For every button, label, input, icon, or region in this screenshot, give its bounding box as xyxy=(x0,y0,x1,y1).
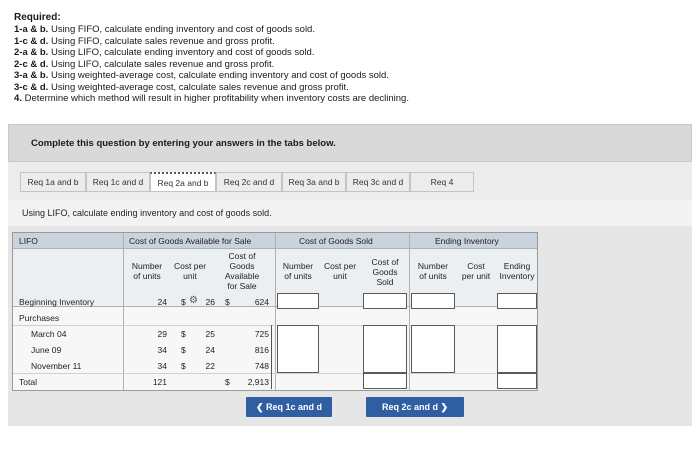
settings-gear-icon: ⚙ xyxy=(189,295,198,306)
col-sold-cost-per-unit: Cost per unit xyxy=(323,261,357,281)
requirement-line: 3-c & d. Using weighted-average cost, calculate sales revenue and gross profit. xyxy=(14,81,349,93)
tab-req-3c-d[interactable]: Req 3c and d xyxy=(346,172,410,192)
november-units: 34 xyxy=(157,361,167,371)
group-available-header: Cost of Goods Available for Sale xyxy=(129,236,252,246)
june-total: 816 xyxy=(254,345,269,355)
tab-req-2c-d[interactable]: Req 2c and d xyxy=(216,172,282,192)
row-label-purchases: Purchases xyxy=(19,313,60,323)
instruction-text: Complete this question by entering your answers in the tabs below. xyxy=(31,138,336,149)
instruction-bar xyxy=(8,124,692,162)
row-label-november: November 11 xyxy=(31,361,82,371)
cogs-total-input[interactable] xyxy=(363,373,407,389)
requirement-line: 3-a & b. Using weighted-average cost, calculate ending inventory and cost of goods sold. xyxy=(14,70,389,81)
ending-inventory-total-input[interactable] xyxy=(497,373,537,389)
ending-inventory-input[interactable] xyxy=(497,293,537,309)
col-end-number-of-units: Number of units xyxy=(417,261,449,281)
end-units-input[interactable] xyxy=(411,325,455,373)
prev-req-button[interactable]: ❮ Req 1c and d xyxy=(246,397,332,417)
june-units: 34 xyxy=(157,345,167,355)
march-dollar: $ xyxy=(181,329,186,339)
row-label-total: Total xyxy=(19,377,37,387)
col-ending-inventory: Ending Inventory xyxy=(499,261,535,281)
section-band xyxy=(8,200,692,226)
next-req-button[interactable]: Req 2c and d ❯ xyxy=(366,397,464,417)
row-label-march: March 04 xyxy=(31,329,67,339)
requirement-line: 4. Determine which method will result in higher profitability when inventory costs are declining. xyxy=(14,93,409,104)
beginning-dollar: $ xyxy=(181,297,186,307)
ending-inventory-input[interactable] xyxy=(497,325,537,373)
beginning-units: 24 xyxy=(157,297,167,307)
march-total: 725 xyxy=(254,329,269,339)
june-cost: 24 xyxy=(205,345,215,355)
section-prompt: Using LIFO, calculate ending inventory and cost of goods sold. xyxy=(22,208,272,218)
corner-label: LIFO xyxy=(19,236,38,246)
requirements-heading: Required: xyxy=(14,12,61,23)
input-marker xyxy=(271,341,272,357)
total-units: 121 xyxy=(152,377,167,387)
col-end-cost-per-unit: Cost per unit xyxy=(461,261,491,281)
june-dollar: $ xyxy=(181,345,186,355)
col-cost-of-goods-sold: Cost of Goods Sold xyxy=(371,257,399,287)
end-units-input[interactable] xyxy=(411,293,455,309)
tab-req-1c-d[interactable]: Req 1c and d xyxy=(86,172,150,192)
group-ending-header: Ending Inventory xyxy=(435,236,499,246)
row-divider xyxy=(13,325,537,326)
row-label-june: June 09 xyxy=(31,345,62,355)
tab-req-1a-b[interactable]: Req 1a and b xyxy=(20,172,86,192)
requirement-line: 1-c & d. Using FIFO, calculate sales revenue and gross profit. xyxy=(14,35,275,47)
cogs-input[interactable] xyxy=(363,293,407,309)
col-number-of-units: Number of units xyxy=(131,261,163,281)
requirement-line: 2-c & d. Using LIFO, calculate sales revenue and gross profit. xyxy=(14,58,275,70)
total-dollar: $ xyxy=(225,377,230,387)
col-cost-available: Cost of Goods Available for Sale xyxy=(224,251,260,291)
march-units: 29 xyxy=(157,329,167,339)
lifo-table xyxy=(12,232,538,391)
tab-req-4[interactable]: Req 4 xyxy=(410,172,474,192)
requirement-line: 1-a & b. Using FIFO, calculate ending inventory and cost of goods sold. xyxy=(14,24,315,35)
november-total: 748 xyxy=(254,361,269,371)
row-label-beginning: Beginning Inventory xyxy=(19,297,95,307)
tab-req-2a-b[interactable]: Req 2a and b xyxy=(150,172,216,192)
sold-units-input[interactable] xyxy=(277,325,319,373)
sold-units-input[interactable] xyxy=(277,293,319,309)
cogs-input[interactable] xyxy=(363,325,407,373)
november-dollar: $ xyxy=(181,361,186,371)
november-cost: 22 xyxy=(205,361,215,371)
group-sold-header: Cost of Goods Sold xyxy=(299,236,373,246)
tab-req-3a-b[interactable]: Req 3a and b xyxy=(282,172,346,192)
divider xyxy=(275,233,276,390)
beginning-cost: 26 xyxy=(205,297,215,307)
divider xyxy=(409,233,410,390)
requirement-line: 2-a & b. Using LIFO, calculate ending inventory and cost of goods sold. xyxy=(14,47,315,58)
input-marker xyxy=(271,357,272,373)
requirements-block xyxy=(14,12,694,105)
beginning-dollar-2: $ xyxy=(225,297,230,307)
input-marker xyxy=(271,373,272,389)
divider xyxy=(123,233,124,390)
total-cost-available: 2,913 xyxy=(247,377,269,387)
col-cost-per-unit: Cost per unit xyxy=(173,261,207,281)
input-marker xyxy=(271,325,272,341)
march-cost: 25 xyxy=(205,329,215,339)
col-sold-number-of-units: Number of units xyxy=(282,261,314,281)
beginning-total: 624 xyxy=(254,297,269,307)
tab-strip xyxy=(8,162,692,200)
row-divider xyxy=(13,373,537,374)
